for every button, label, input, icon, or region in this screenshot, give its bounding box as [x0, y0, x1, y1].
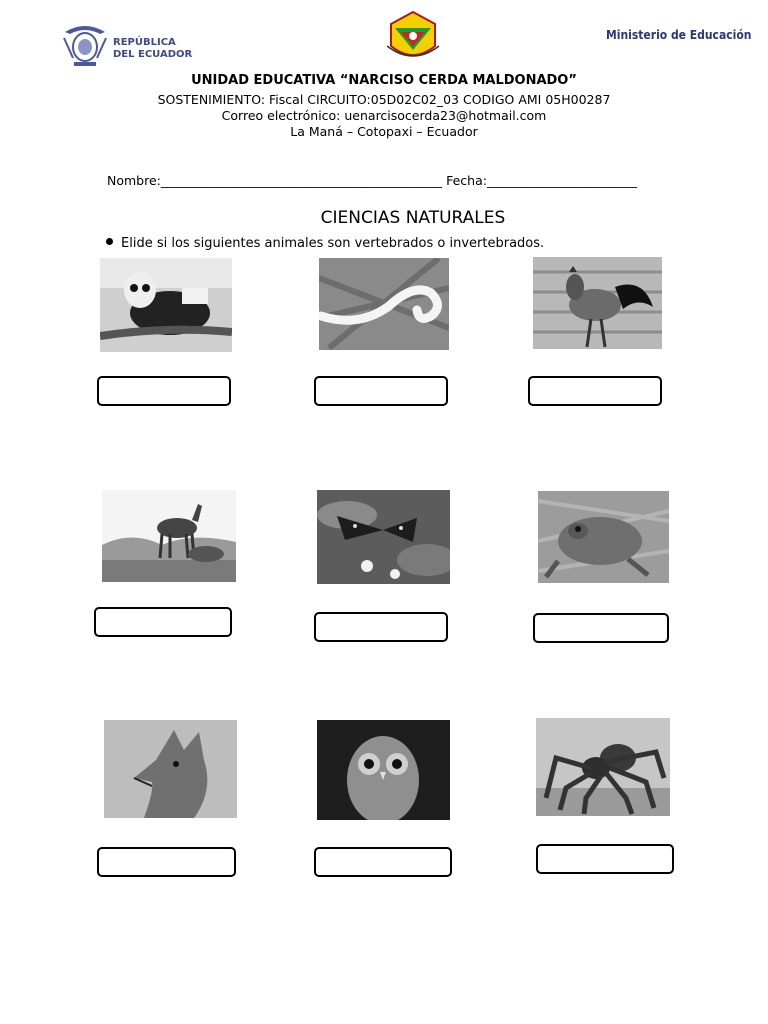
answer-box-4[interactable]: [94, 607, 232, 637]
worksheet-title: CIENCIAS NATURALES: [320, 208, 506, 228]
worm-image: [319, 258, 449, 350]
frog-image: [538, 491, 669, 583]
owl-image: [317, 720, 450, 820]
school-name: UNIDAD EDUCATIVA “NARCISO CERDA MALDONADO”: [191, 73, 577, 88]
answer-box-3[interactable]: [528, 376, 662, 406]
answer-box-7[interactable]: [97, 847, 236, 877]
tarantula-image: [536, 718, 670, 816]
answer-box-6[interactable]: [533, 613, 669, 643]
coyote-image: [104, 720, 237, 818]
answer-box-9[interactable]: [536, 844, 674, 874]
ministry-label: Ministerio de Educación: [606, 28, 752, 42]
answer-box-8[interactable]: [314, 847, 452, 877]
instruction-text: Elide si los siguientes animales son vertebrados o invertebrados.: [121, 236, 545, 251]
instruction: [106, 236, 544, 251]
butterfly-image: [317, 490, 450, 584]
name-date-field[interactable]: Nombre:_____________________________________________ Fecha:________________________: [107, 173, 637, 188]
answer-box-5[interactable]: [314, 612, 448, 642]
answer-box-2[interactable]: [314, 376, 448, 406]
horses-image: [102, 490, 236, 582]
republic-logo-line-1: REPÚBLICA: [113, 37, 176, 48]
email-line: Correo electrónico: uenarcisocerda23@hotmail.com: [221, 108, 547, 123]
republic-logo-text: [113, 37, 192, 61]
bullet-icon: [106, 238, 113, 245]
rooster-image: [533, 257, 662, 349]
sostenimiento-line: SOSTENIMIENTO: Fiscal CIRCUITO:05D02C02_03 CODIGO AMI 05H00287: [157, 92, 611, 107]
location-line: La Maná – Cotopaxi – Ecuador: [290, 124, 478, 139]
lemur-image: [100, 258, 232, 352]
answer-box-1[interactable]: [97, 376, 231, 406]
republic-logo-line-2: DEL ECUADOR: [113, 49, 193, 60]
coat-of-arms-icon: [60, 18, 110, 72]
school-crest-logo: [381, 6, 445, 66]
